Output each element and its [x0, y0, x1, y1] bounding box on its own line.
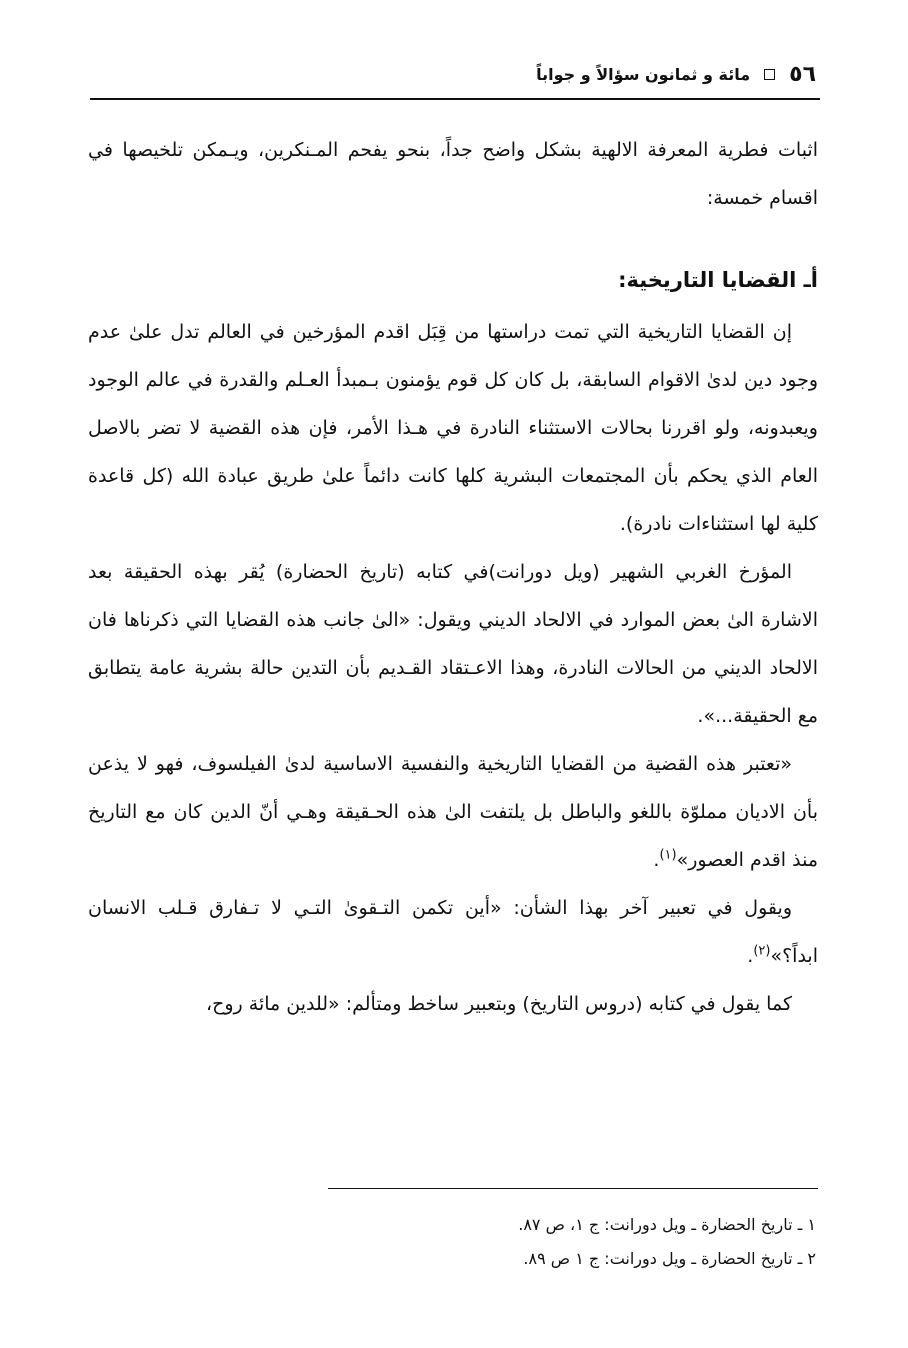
book-title: مائة و ثمانون سؤالاً و جواباً	[536, 64, 751, 84]
paragraph-another-expression	[88, 884, 818, 980]
paragraph-philosopher	[88, 740, 818, 884]
running-header	[92, 56, 816, 92]
paragraph-text: «تعتبر هذه القضية من القضايا التاريخية والنفسية الاساسية لدىٰ الفيلسوف، فهو لا يذعن بأن الاديان مملوّة باللغو والباطل بل يلتفت الىٰ هذه الحـقيقة وهـي أنّ الدين كان مع التاريخ منذ اقدم العصور»	[88, 753, 818, 871]
page-number: ٥٦	[789, 61, 816, 87]
paragraph-historical-1: إن القضايا التاريخية التي تمت دراستها من قِبَل اقدم المؤرخين في العالم تدل علىٰ عدم وجود دين لدىٰ الاقوام السابقة، بل كان كل قوم يؤمنون بـمبدأ العـلم والقدرة في عالم الوجود ويعبدونه، ولو اقررنا بحالات الاستثناء النادرة في هـذا الأمر، فإن هذه القضية لا تضر بالاصل العام الذي يحكم بأن المجتمعات البشرية كلها كانت دائماً علىٰ طريق عبادة الله (كل قاعدة كلية لها استثناءات نادرة).	[88, 321, 818, 535]
footnote-1: ١ ـ تاريخ الحضارة ـ ويل دورانت: ج ١، ص ٨٧.	[518, 1215, 816, 1234]
paragraph-end: .	[653, 849, 660, 871]
paragraph-durant-quote: المؤرخ الغربي الشهير (ويل دورانت)في كتابه (تاريخ الحضارة) يُقر بهذه الحقيقة بعد الاشارة الىٰ بعض الموارد في الالحاد الديني ويقول: «الىٰ جانب هذه القضايا التي ذكرناها فان الالحاد الديني من الحالات النادرة، وهذا الاعـتقاد القـديم بأن التدين حالة بشرية عامة يتطابق مع الحقيقة...».	[88, 561, 818, 727]
paragraph-lessons-of-history: كما يقول في كتابه (دروس التاريخ) وبتعبير ساخط ومتألم: «للدين مائة روح،	[205, 993, 792, 1015]
main-text	[88, 126, 818, 1028]
footnote-ref-2: (٢)	[753, 943, 771, 959]
intro-paragraph: اثبات فطرية المعرفة الالهية بشكل واضح جداً، بنحو يفحم المـنكرين، ويـمكن تلخيصها في اقسام خمسة:	[88, 139, 818, 209]
paragraph-text: ويقول في تعبير آخر بهذا الشأن: «أين تكمن التـقوىٰ التـي لا تـفارق قـلب الانسان ابداً؟»	[88, 897, 818, 967]
footnote-divider	[328, 1188, 818, 1189]
paragraph-end: .	[747, 945, 754, 967]
square-icon	[764, 69, 775, 80]
footnote-ref-1: (١)	[659, 847, 677, 863]
footnote-2: ٢ ـ تاريخ الحضارة ـ ويل دورانت: ج ١ ص ٨٩.	[523, 1249, 816, 1268]
section-heading: أـ القضايا التاريخية:	[618, 268, 818, 292]
header-divider	[90, 98, 820, 100]
footnotes	[92, 1208, 816, 1276]
